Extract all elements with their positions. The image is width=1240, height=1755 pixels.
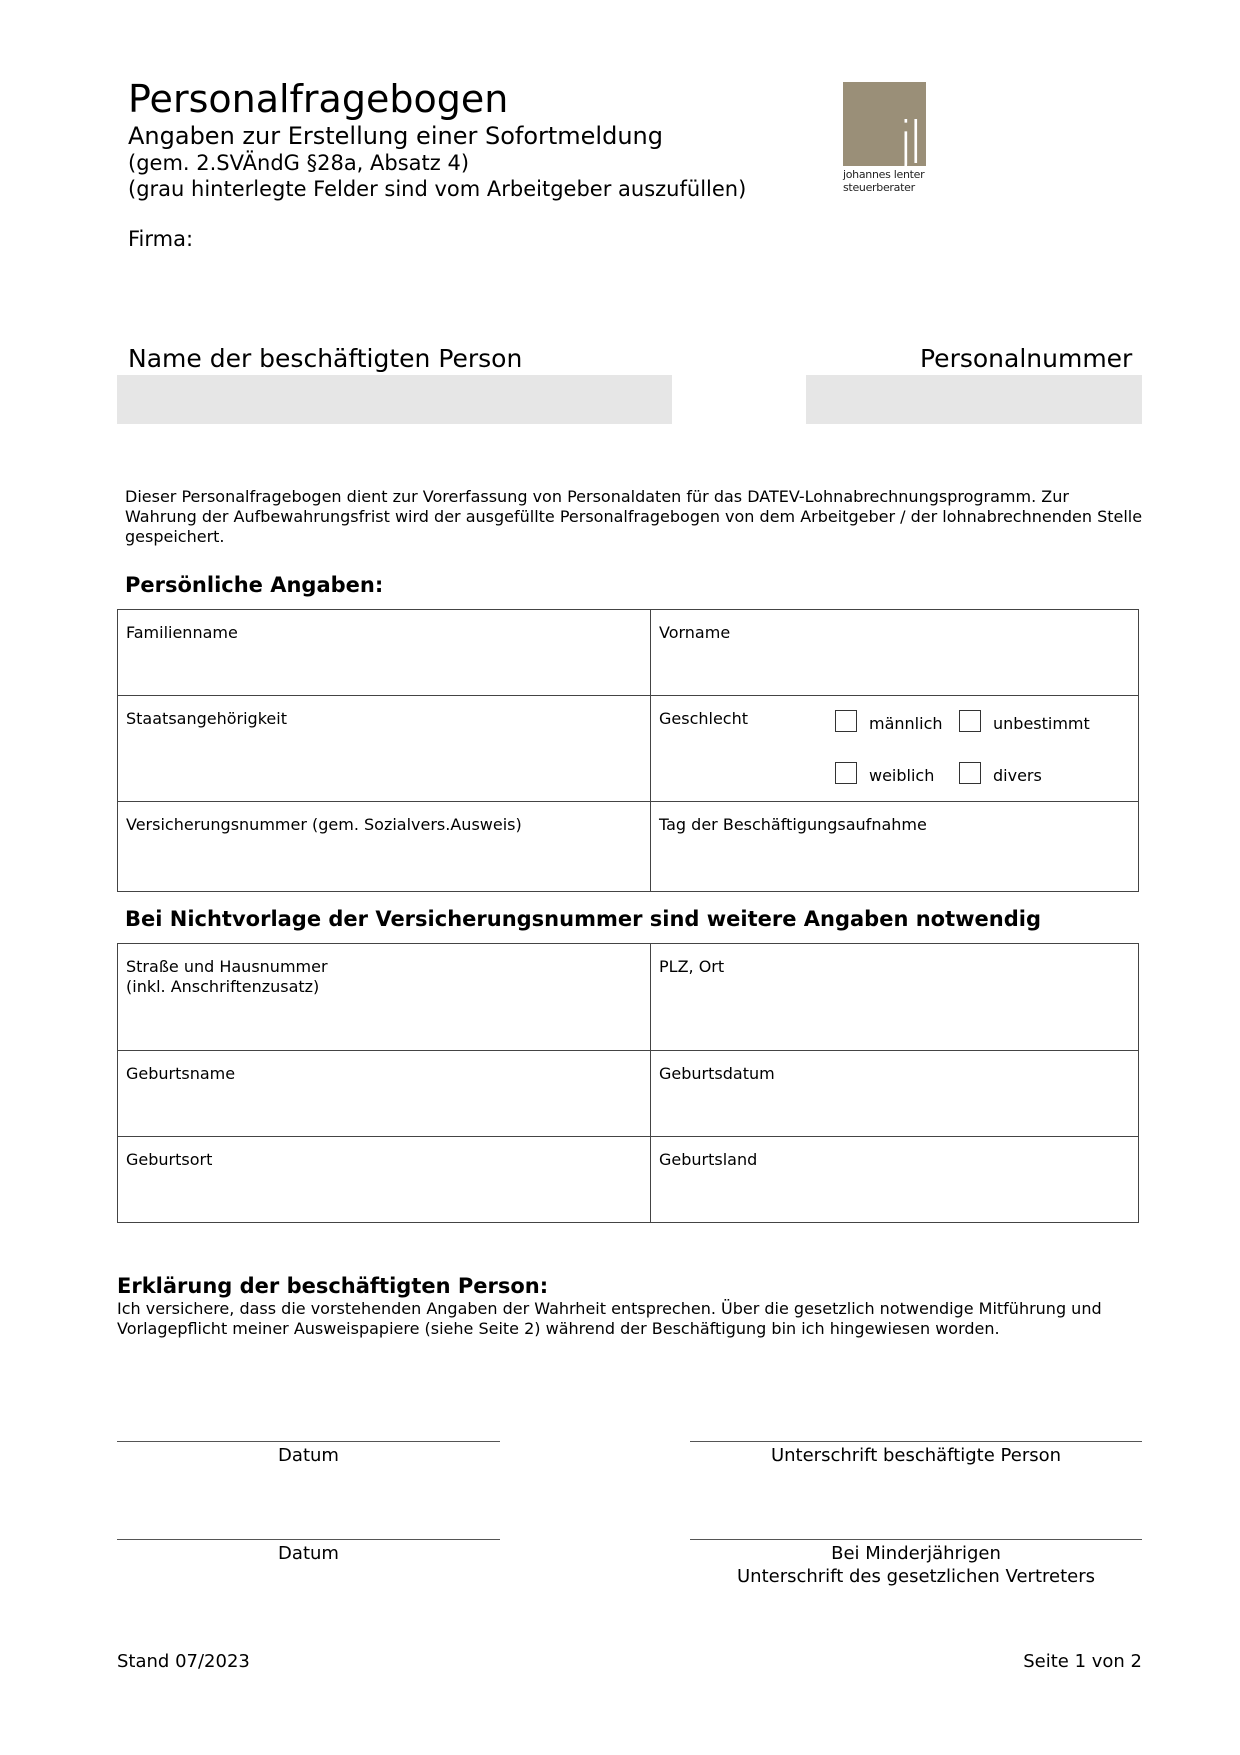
logo-caption-line2: steuerberater [843, 181, 915, 194]
declaration-text: Ich versichere, dass die vorstehenden Angaben der Wahrheit entsprechen. Über die gesetzlich notwendige Mitführung und Vorlagepflicht meiner Ausweispapiere (siehe Seite 2) während der Beschäftigung bin ich hingewiesen worden. [117, 1299, 1102, 1338]
plz-ort-field[interactable] [651, 944, 1139, 1051]
datum-label-1: Datum [278, 1445, 339, 1466]
page-number: Seite 1 von 2 [1023, 1651, 1142, 1672]
signature-line-guardian[interactable] [690, 1539, 1142, 1540]
geburtsland-field[interactable] [651, 1137, 1139, 1223]
geburtsort-label: Geburtsort [126, 1150, 213, 1169]
geburtsort-field[interactable] [118, 1137, 651, 1223]
personalnummer-field[interactable] [806, 375, 1142, 424]
guardian-label: Unterschrift des gesetzlichen Vertreters [736, 1566, 1095, 1587]
version-stand: Stand 07/2023 [117, 1651, 250, 1672]
vorname-field[interactable] [651, 610, 1139, 696]
checkbox-maennlich[interactable] [835, 710, 857, 732]
signature-label-person: Unterschrift beschäftigte Person [770, 1445, 1062, 1466]
datum-line-2[interactable] [117, 1539, 500, 1540]
checkbox-divers-label: divers [993, 766, 1042, 785]
checkbox-unbestimmt-label: unbestimmt [993, 714, 1090, 733]
datum-label-2: Datum [278, 1543, 339, 1564]
geschlecht-label: Geschlecht [659, 709, 749, 728]
datum-line-1[interactable] [117, 1441, 500, 1442]
logo-caption-line1: johannes lenter [843, 168, 925, 181]
checkbox-weiblich-label: weiblich [869, 766, 935, 785]
minor-label: Bei Minderjährigen [831, 1543, 1001, 1564]
extra-data-heading: Bei Nichtvorlage der Versicherungsnummer sind weitere Angaben notwendig [125, 907, 1041, 931]
familienname-field[interactable] [118, 610, 651, 696]
signature-label-guardian [690, 1542, 1142, 1588]
employee-name-label: Name der beschäftigten Person [128, 344, 523, 373]
document-subtitle: Angaben zur Erstellung einer Sofortmeldung [128, 122, 663, 150]
checkbox-divers[interactable] [959, 762, 981, 784]
geburtsname-label: Geburtsname [126, 1064, 236, 1083]
checkbox-weiblich[interactable] [835, 762, 857, 784]
logo-caption [843, 168, 933, 194]
strasse-label-note: (inkl. Anschriftenzusatz) [126, 977, 320, 996]
geschlecht-cell [651, 696, 1139, 802]
employee-name-field[interactable] [117, 375, 672, 424]
strasse-label: Straße und Hausnummer [126, 957, 328, 976]
geburtsdatum-label: Geburtsdatum [659, 1064, 775, 1083]
document-title: Personalfragebogen [128, 77, 509, 121]
personalnummer-label: Personalnummer [920, 344, 1133, 373]
vorname-label: Vorname [659, 623, 731, 642]
geburtsname-field[interactable] [118, 1051, 651, 1137]
signature-line-person[interactable] [690, 1441, 1142, 1442]
versicherungsnummer-label: Versicherungsnummer (gem. Sozialvers.Ausweis) [126, 815, 522, 834]
legal-reference: (gem. 2.SVÄndG §28a, Absatz 4) [128, 151, 470, 175]
grey-fields-note: (grau hinterlegte Felder sind vom Arbeitgeber auszufüllen) [128, 177, 747, 201]
checkbox-maennlich-label: männlich [869, 714, 943, 733]
extra-data-table [117, 943, 1139, 1223]
personal-data-table [117, 609, 1139, 892]
firma-label: Firma: [128, 227, 194, 251]
staatsangehoerigkeit-field[interactable] [118, 696, 651, 802]
logo-mark: jl [897, 109, 918, 177]
checkbox-unbestimmt[interactable] [959, 710, 981, 732]
geburtsland-label: Geburtsland [659, 1150, 758, 1169]
declaration-heading: Erklärung der beschäftigten Person: [117, 1274, 549, 1298]
geburtsdatum-field[interactable] [651, 1051, 1139, 1137]
beschaeftigungsaufnahme-label: Tag der Beschäftigungsaufnahme [659, 815, 927, 834]
strasse-field[interactable] [118, 944, 651, 1051]
personal-data-heading: Persönliche Angaben: [125, 573, 384, 597]
intro-paragraph: Dieser Personalfragebogen dient zur Vorerfassung von Personaldaten für das DATEV-Lohnabrechnungsprogramm. Zur Wahrung der Aufbewahrungsfrist wird der ausgefüllte Personalfragebogen von dem Arbeitgeber / der lohnabrechnenden Stelle gespeichert. [125, 487, 1143, 546]
plz-ort-label: PLZ, Ort [659, 957, 725, 976]
beschaeftigungsaufnahme-field[interactable] [651, 802, 1139, 892]
staatsangehoerigkeit-label: Staatsangehörigkeit [126, 709, 287, 728]
versicherungsnummer-field[interactable] [118, 802, 651, 892]
familienname-label: Familienname [126, 623, 238, 642]
